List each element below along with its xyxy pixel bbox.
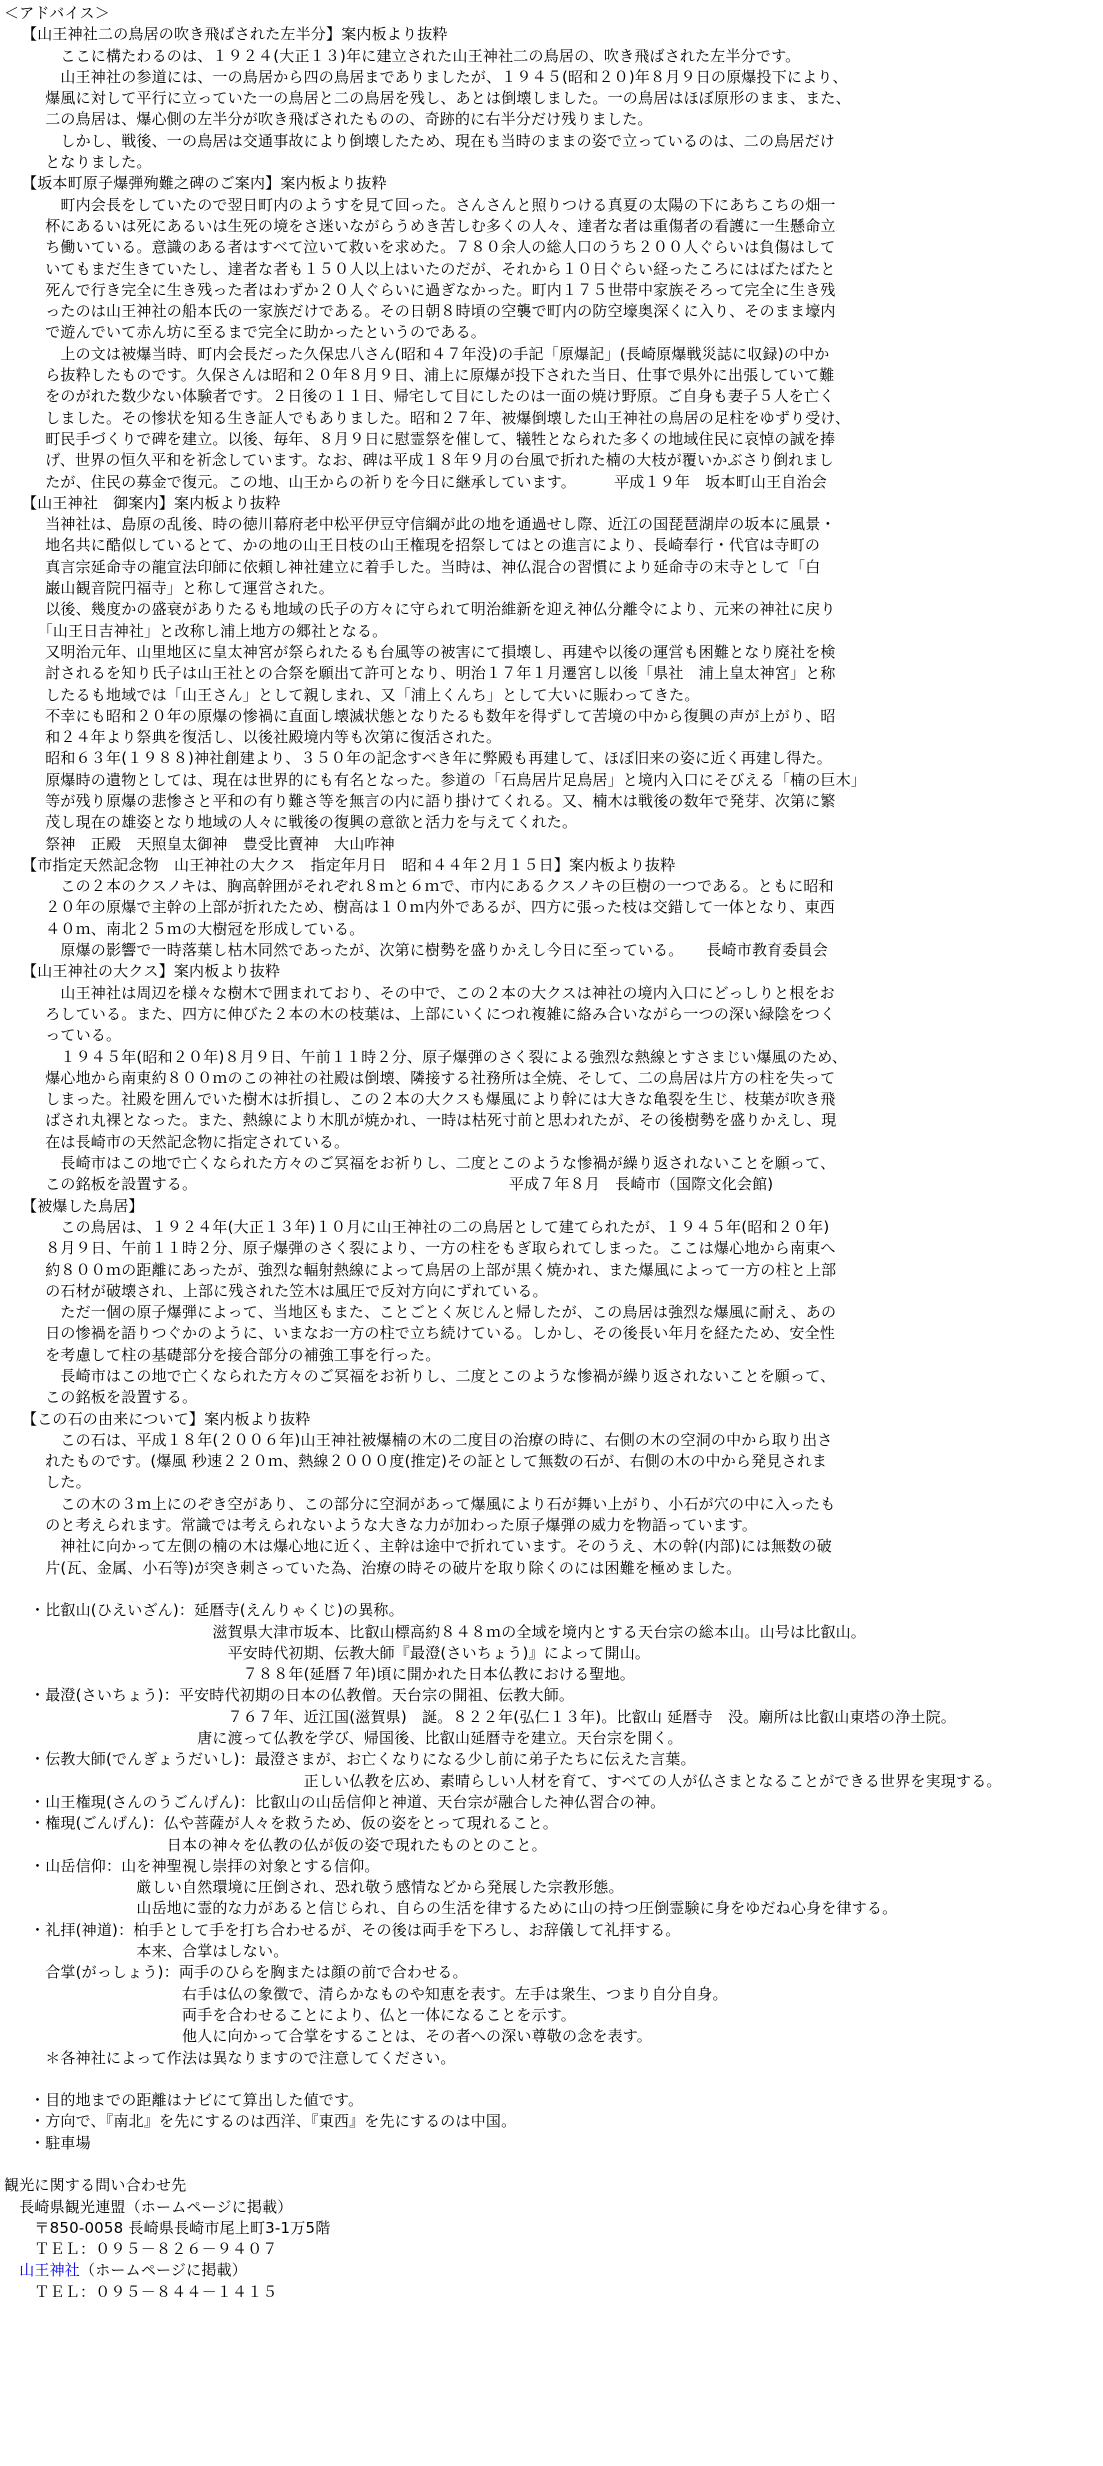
text-line: この銘板を設置する。 — [30, 1388, 198, 1407]
section-heading: 【山王神社二の鳥居の吹き飛ばされた左半分】案内板より抜粋 — [22, 25, 448, 44]
text-line: の石材が破壊され、上部に残された笠木は風圧で反対方向にずれている。 — [30, 1281, 548, 1300]
text-line: ろしている。また、四方に伸びた２本の木の枝葉は、上部にいくにつれ複雑に絡み合いながら一つの深い緑陰をつく — [30, 1004, 836, 1023]
text-line: この石は、平成１８年(２００６年)山王神社被爆楠の木の二度目の治療の時に、右側の木の空洞の中から取り出さ — [30, 1430, 833, 1449]
heading-line: 長崎県観光連盟（ホームページに掲載） — [4, 2197, 293, 2216]
text-line: 唐に渡って仏教を学び、帰国後、比叡山延暦寺を建立。天台宗を開く。 — [30, 1729, 683, 1748]
text-line: ７８８年(延暦７年)頃に開かれた日本仏教における聖地。 — [30, 1665, 635, 1684]
text-line: 厳しい自然環境に圧倒され、恐れ敬う感情などから発展した宗教形態。 — [30, 1878, 624, 1897]
text-line: ・最澄(さいちょう)：平安時代初期の日本の仏教僧。天台宗の開祖、伝教大師。 — [30, 1686, 575, 1705]
text-line: 本来、合掌はしない。 — [30, 1942, 289, 1961]
text-line: ＊各神社によって作法は異なりますので注意してください。 — [30, 2048, 456, 2067]
text-line: ・礼拝(神道)：柏手として手を打ち合わせるが、その後は両手を下ろし、お辞儀して礼拝する。 — [30, 1920, 681, 1939]
text-line: っている。 — [30, 1026, 122, 1045]
text-line: 巌山観音院円福寺」と称して運営された。 — [30, 579, 335, 598]
text-line: 「山王日吉神社」と改称し浦上地方の郷社となる。 — [30, 621, 388, 640]
text-line: 上の文は被爆当時、町内会長だった久保忠八さん(昭和４７年没)の手記「原爆記」(長崎原爆戦災誌に収録)の中か — [30, 344, 830, 363]
text-line: ・伝教大師(でんぎょうだいし)：最澄さまが、お亡くなりになる少し前に弟子たちに伝えた言葉。 — [30, 1750, 696, 1769]
text-line: 又明治元年、山里地区に皇太神宮が祭られたるも台風等の被害にて損壊し、再建や以後の運営も困難となり廃社を検 — [30, 642, 836, 661]
text-line: 町民手づくりで碑を建立。以後、毎年、８月９日に慰霊祭を催して、犠牲となられた多くの地域住民に哀悼の誠を捧 — [30, 429, 836, 448]
section-heading: 【山王神社の大クス】案内板より抜粋 — [22, 962, 281, 981]
heading-line: 観光に関する問い合わせ先 — [4, 2176, 187, 2195]
sanno-shrine-link[interactable]: 山王神社 — [4, 2261, 81, 2280]
text-line: 等が残り原爆の悲惨さと平和の有り難さ等を無言の内に語り掛けてくれる。又、楠木は戦後の数年で発芽、次第に繁 — [30, 791, 836, 810]
text-line: 茂し現在の雄姿となり地域の人々に戦後の復興の意欲と活力を与えてくれた。 — [30, 813, 578, 832]
text-line: ・比叡山(ひえいざん)：延暦寺(えんりゃくじ)の異称。 — [30, 1601, 404, 1620]
text-line: 在は長崎市の天然記念物に指定されている。 — [30, 1132, 350, 1151]
text-line: しまった。社殿を囲んでいた樹木は折損し、この２本の大クスも爆風により幹には大きな亀裂を生じ、枝葉が吹き飛 — [30, 1090, 836, 1109]
text-line: 真言宗延命寺の龍宣法印師に依頼し神社建立に着手した。当時は、神仏混合の習慣により延命寺の末寺として「白 — [30, 557, 821, 576]
text-line: 右手は仏の象徴で、清らかなものや知恵を表す。左手は衆生、つまり自分自身。 — [30, 1984, 728, 2003]
text-line: ち働いている。意識のある者はすべて泣いて救いを求めた。７８０余人の総人口のうち２００人ぐらいは負傷はして — [30, 238, 836, 257]
text-line: 山岳地に霊的な力があると信じられ、自らの生活を律するために山の持つ圧倒霊験に身をゆだね心身を律する。 — [30, 1899, 898, 1918]
text-line: 両手を合わせることにより、仏と一体になることを示す。 — [30, 2005, 577, 2024]
section-heading: 【坂本町原子爆弾殉難之碑のご案内】案内板より抜粋 — [22, 174, 387, 193]
text-line: れたものです。(爆風 秒速２２０ｍ、熱線２０００度(推定)その証として無数の石が、右側の木の中から発見されま — [30, 1452, 828, 1471]
text-line: ２０年の原爆で主幹の上部が折れたため、樹高は１０ｍ内外であるが、四方に張った枝は交錯して一体となり、東西 — [30, 898, 836, 917]
text-line: １９４５年(昭和２０年)８月９日、午前１１時２分、原子爆弾のさく裂による強烈な熱線とすさまじい爆風のため、 — [30, 1047, 848, 1066]
text-line: ばされ丸裸となった。また、熱線により木肌が焼かれ、一時は枯死寸前と思われたが、その後樹勢を盛りかえし、現 — [30, 1111, 837, 1130]
text-line: 他人に向かって合掌をすることは、その者への深い尊敬の念を表す。 — [30, 2027, 653, 2046]
text-line: 原爆の影響で一時落葉し枯木同然であったが、次第に樹勢を盛りかえし今日に至っている。 長崎市教育委員会 — [30, 941, 828, 960]
text-line: ・山岳信仰：山を神聖視し崇拝の対象とする信仰。 — [30, 1856, 380, 1875]
heading-line: ＴＥＬ：０９５－８４４－１４１５ — [4, 2282, 278, 2301]
text-line: した。 — [30, 1473, 91, 1492]
text-line: この鳥居は、１９２４年(大正１３年)１０月に山王神社の二の鳥居として建てられたが、１９４５年(昭和２０年) — [30, 1217, 830, 1236]
text-line: 祭神 正殿 天照皇太御神 豊受比賣神 大山咋神 — [30, 834, 395, 853]
text-line: 二の鳥居は、爆心側の左半分が吹き飛ばされたものの、奇跡的に右半分だけ残りました。 — [30, 110, 653, 129]
text-line: ７６７年、近江国(滋賀県) 誕。８２２年(弘仁１３年)。比叡山 延暦寺 没。廟所は比叡山東塔の浄土院。 — [30, 1707, 956, 1726]
text-line: 約８００ｍの距離にあったが、強烈な輻射熱線によって鳥居の上部が黒く焼かれ、また爆風によって一方の柱と上部 — [30, 1260, 837, 1279]
text-line: 正しい仏教を広め、素晴らしい人材を育て、すべての人が仏さまとなることができる世界を実現する。 — [30, 1771, 1002, 1790]
text-line: ・駐車場 — [30, 2133, 91, 2152]
text-line: 地名共に酷似しているとて、かの地の山王日枝の山王権現を招祭してはとの進言により、長崎奉行・代官は寺町の — [30, 536, 821, 555]
section-heading: 【被爆した鳥居】 — [22, 1196, 144, 1215]
text-line: 不幸にも昭和２０年の原爆の惨禍に直面し壊滅状態となりたるも数年を得ずして苦境の中から復興の声が上がり、昭 — [30, 706, 836, 725]
text-line: を考慮して柱の基礎部分を接合部分の補強工事を行った。 — [30, 1345, 441, 1364]
text-line: のと考えられます。常識では考えられないような大きな力が加わった原子爆弾の威力を物語っています。 — [30, 1516, 758, 1535]
text-line: 爆風に対して平行に立っていた一の鳥居と二の鳥居を残し、あとは倒壊しました。一の鳥居はほぼ原形のまま、また、 — [30, 89, 851, 108]
text-line: 合掌(がっしょう)：両手のひらを胸または顔の前で合わせる。 — [30, 1963, 468, 1982]
text-line: ・山王権現(さんのうごんげん)：比叡山の山岳信仰と神道、天台宗が融合した神仏習合の神。 — [30, 1792, 666, 1811]
text-line: 長崎市はこの地で亡くなられた方々のご冥福をお祈りし、二度とこのような惨禍が繰り返されないことを願って、 — [30, 1154, 836, 1173]
text-line: 日の惨禍を語りつぐかのように、いまなお一方の柱で立ち続けている。しかし、その後長い年月を経たため、安全性 — [30, 1324, 836, 1343]
text-line: げ、世界の恒久平和を祈念しています。なお、碑は平成１８年９月の台風で折れた楠の大枝が覆いかぶさり倒れまし — [30, 451, 834, 470]
text-line: たが、住民の募金で復元。この地、山王からの祈りを今日に継承しています。 平成１９年 坂本町山王自治会 — [30, 472, 827, 491]
text-line: この２本のクスノキは、胸高幹囲がそれぞれ８ｍと６ｍで、市内にあるクスノキの巨樹の一つである。ともに昭和 — [30, 877, 834, 896]
text-line: 昭和６３年(１９８８)神社創建より、３５０年の記念すべき年に弊殿も再建して、ほぼ旧来の姿に近く再建し得た。 — [30, 749, 832, 768]
text-line: 滋賀県大津市坂本、比叡山標高約８４８ｍの全域を境内とする天台宗の総本山。山号は比叡山。 — [30, 1622, 867, 1641]
text-line: 原爆時の遺物としては、現在は世界的にも有名となった。参道の「石鳥居片足鳥居」と境内入口にそびえる「楠の巨木」 — [30, 770, 867, 789]
blank-line — [4, 1579, 1096, 1600]
text-line: 山王神社の参道には、一の鳥居から四の鳥居までありましたが、１９４５(昭和２０)年８月９日の原爆投下により、 — [30, 67, 848, 86]
text-line: 和２４年より祭典を復活し、以後社殿境内等も次第に復活された。 — [30, 728, 502, 747]
text-line: 死んで行き完全に生き残った者はわずか２０人ぐらいに過ぎなかった。町内１７５世帯中家族そろって完全に生き残 — [30, 280, 836, 299]
text-line: となりました。 — [30, 153, 152, 172]
text-line: いてもまだ生きていたし、達者な者も１５０人以上はいたのだが、それから１０日ぐらい経ったころにはばたばたと — [30, 259, 836, 278]
text-line: したるも地域では「山王さん」として親しまれ、又「浦上くんち」として大いに賑わってきた。 — [30, 685, 700, 704]
text-line: ただ一個の原子爆弾によって、当地区もまた、ことごとく灰じんと帰したが、この鳥居は強烈な爆風に耐え、あの — [30, 1303, 837, 1322]
text-line: 長崎市はこの地で亡くなられた方々のご冥福をお祈りし、二度とこのような惨禍が繰り返されないことを願って、 — [30, 1367, 836, 1385]
text-line: しかし、戦後、一の鳥居は交通事故により倒壊したため、現在も当時のままの姿で立っているのは、二の鳥居だけ — [30, 131, 836, 150]
section-heading: 【市指定天然記念物 山王神社の大クス 指定年月日 昭和４４年２月１５日】案内板より抜粋 — [22, 855, 676, 874]
section-heading: 【山王神社 御案内】案内板より抜粋 — [22, 493, 281, 512]
text-line: ８月９日、午前１１時２分、原子爆弾のさく裂により、一方の柱をもぎ取られてしまった。ここは爆心地から南東へ — [30, 1239, 836, 1258]
text-line: で遊んでいて赤ん坊に至るまで完全に助かったというのである。 — [30, 323, 487, 342]
text-line: 杯にあるいは死にあるいは生死の境をさ迷いながらうめき苦しむ多くの人々、達者な者は重傷者の看護に一生懸命立 — [30, 216, 836, 235]
heading-line: ＴＥＬ：０９５－８２６－９４０７ — [4, 2240, 278, 2259]
text-line: 片(瓦、金属、小石等)が突き刺さっていた為、治療の時その破片を取り除くのには困難を極めました。 — [30, 1558, 742, 1577]
text-line: 当神社は、島原の乱後、時の徳川幕府老中松平伊豆守信綱が此の地を通過せし際、近江の国琵琶湖岸の坂本に風景・ — [30, 515, 836, 534]
blank-line — [4, 2154, 1096, 2175]
text-line: ここに構たわるのは、１９２４(大正１３)年に建立された山王神社二の鳥居の、吹き飛ばされた左半分です。 — [30, 46, 801, 65]
text-line: 山王神社は周辺を様々な樹木で囲まれており、その中で、この２本の大クスは神社の境内入口にどっしりと根をお — [30, 983, 835, 1002]
sanno-shrine-note: （ホームページに掲載） — [80, 2261, 247, 2280]
text-line: 町内会長をしていたので翌日町内のようすを見て回った。さんさんと照りつける真夏の太陽の下にあちこちの畑一 — [30, 195, 836, 214]
sanno-shrine-contact — [4, 2260, 1096, 2281]
heading-line: ＜アドバイス＞ — [4, 4, 110, 22]
text-line: ・権現(ごんげん)：仏や菩薩が人々を救うため、仮の姿をとって現れること。 — [30, 1814, 559, 1833]
text-line: 日本の神々を仏教の仏が仮の姿で現れたものとのこと。 — [30, 1835, 547, 1854]
text-line: しました。その惨状を知る生き証人でもありました。昭和２７年、被爆倒壊した山王神社の鳥居の足柱をゆずり受け、 — [30, 408, 851, 427]
text-line: 爆心地から南東約８００ｍのこの神社の社殿は倒壊、隣接する社務所は全焼、そして、二の鳥居は片方の柱を失って — [30, 1068, 836, 1087]
text-line: この木の３ｍ上にのぞき空があり、この部分に空洞があって爆風により石が舞い上がり、小石が穴の中に入ったも — [30, 1494, 836, 1513]
blank-line — [4, 2069, 1096, 2090]
text-line: この銘板を設置する。 平成７年８月 長崎市（国際文化会館) — [30, 1175, 774, 1194]
text-line: 以後、幾度かの盛衰がありたるも地域の氏子の方々に守られて明治維新を迎え神仏分離令により、元来の神社に戻り — [30, 600, 836, 619]
advice-document — [4, 3, 1096, 2303]
text-line: 討されるを知り氏子は山王社との合祭を願出て許可となり、明治１７年１月遷宮し以後「県社 浦上皇太神宮」と称 — [30, 664, 836, 683]
text-line: をのがれた数少ない体験者です。２日後の１１日、帰宅して目にしたのは一面の焼け野原。ご自身も妻子５人を亡く — [30, 387, 835, 406]
text-line: ・目的地までの距離はナビにて算出した値です。 — [30, 2091, 364, 2110]
text-line: 神社に向かって左側の楠の木は爆心地に近く、主幹は途中で折れています。そのうえ、木の幹(内部)には無数の破 — [30, 1537, 832, 1556]
text-line: 平安時代初期、伝教大師『最澄(さいちょう)』によって開山。 — [30, 1643, 651, 1662]
text-line: ら抜粋したものです。久保さんは昭和２０年８月９日、浦上に原爆が投下された当日、仕事で県外に出張していて難 — [30, 366, 835, 385]
text-line: ４０ｍ、南北２５ｍの大樹冠を形成している。 — [30, 919, 365, 938]
heading-line: 〒850-0058 長崎県長崎市尾上町3-1万5階 — [4, 2218, 331, 2237]
section-heading: 【この石の由来について】案内板より抜粋 — [22, 1409, 311, 1428]
text-line: ったのは山王神社の船本氏の一家族だけである。その日朝８時頃の空襲で町内の防空壕奥深くに入り、そのまま壕内 — [30, 302, 836, 321]
text-line: ・方向で、『南北』を先にするのは西洋、『東西』を先にするのは中国。 — [30, 2112, 517, 2131]
